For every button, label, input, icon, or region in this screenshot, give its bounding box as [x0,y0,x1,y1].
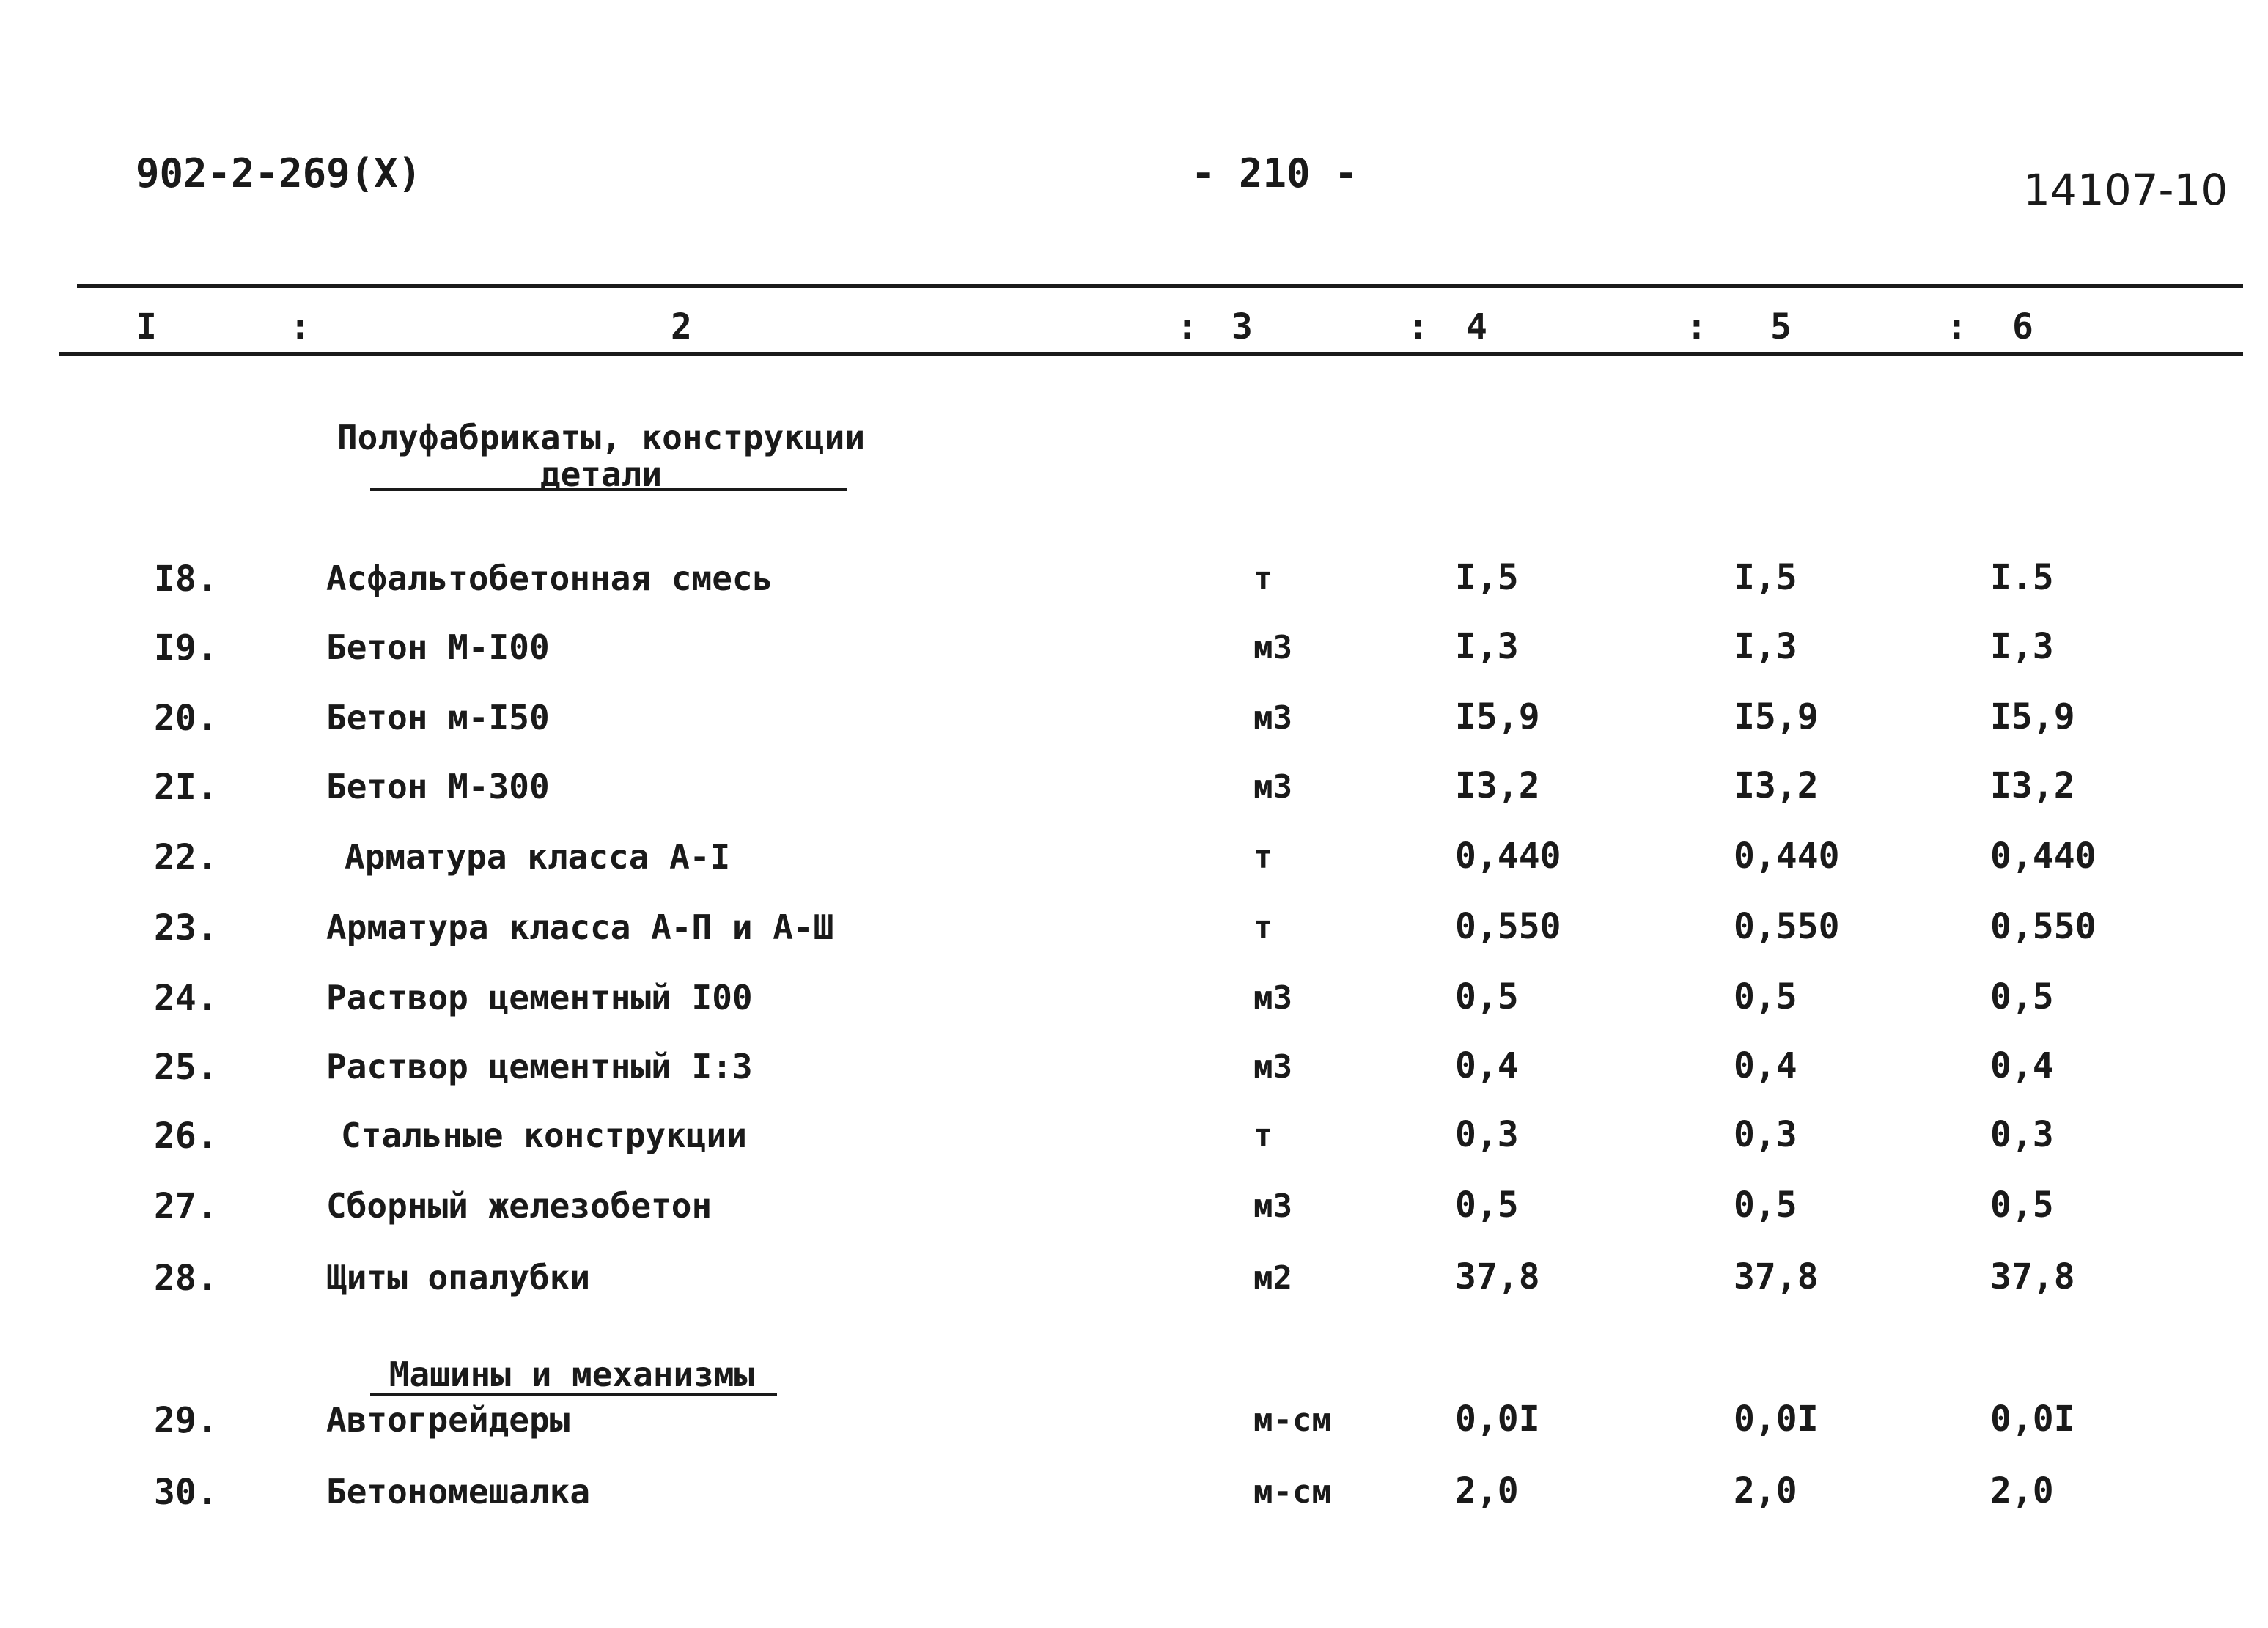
row-unit: м-см [1253,1473,1331,1511]
row-name: Бетон м-I50 [326,698,550,737]
row-unit: м3 [1253,979,1292,1017]
row-value-col4: 0,3 [1455,1114,1519,1155]
row-unit: м2 [1253,1259,1292,1297]
row-value-col6: 0,3 [1990,1114,2054,1155]
column-3-header: 3 [1231,306,1253,347]
row-name: Асфальтобетонная смесь [326,559,773,598]
row-number: 27. [154,1186,218,1227]
row-value-col5: 0,0I [1734,1399,1819,1440]
row-unit: т [1253,560,1273,597]
row-number: 24. [154,978,218,1019]
row-value-col4: 0,550 [1455,906,1561,947]
section-underline [370,488,847,491]
row-value-col5: 0,550 [1734,906,1840,947]
row-number: 26. [154,1116,218,1157]
row-value-col4: 2,0 [1455,1470,1519,1511]
table-header-bottom-rule [59,352,2243,356]
row-number: 23. [154,907,218,949]
row-unit: т [1253,1117,1273,1154]
document-code: 902-2-269(X) [136,150,422,196]
row-value-col6: 37,8 [1990,1256,2075,1297]
row-unit: т [1253,839,1273,876]
row-value-col6: 0,550 [1990,906,2096,947]
row-number: I8. [154,559,218,600]
row-value-col6: 0,4 [1990,1045,2054,1086]
column-separator: : [1686,306,1707,347]
row-name: Сборный железобетон [326,1186,713,1226]
row-name: Бетономешалка [326,1472,591,1511]
column-6-header: 6 [2012,306,2033,347]
row-value-col5: I5,9 [1734,696,1819,737]
row-name: Автогрейдеры [326,1400,570,1440]
row-value-col4: 0,4 [1455,1045,1519,1086]
column-separator: : [1177,306,1198,347]
section-heading-line-1: Полуфабрикаты, конструкции [336,418,866,457]
row-value-col5: I,5 [1734,557,1797,598]
row-name: Арматура класса А-П и А-Ш [326,907,834,947]
row-unit: м3 [1253,1187,1292,1225]
row-value-col6: 0,5 [1990,1185,2054,1226]
sheet-code: 14107-10 [2023,165,2228,215]
row-value-col6: I5,9 [1990,696,2075,737]
row-value-col4: 0,0I [1455,1399,1540,1440]
page-number: - 210 - [1191,150,1358,196]
row-value-col6: I3,2 [1990,765,2075,806]
row-value-col6: I.5 [1990,557,2054,598]
row-value-col4: 0,440 [1455,836,1561,877]
row-value-col4: I5,9 [1455,696,1540,737]
row-value-col6: 0,440 [1990,836,2096,877]
row-number: 29. [154,1400,218,1441]
row-number: I9. [154,627,218,668]
row-name: Бетон М-300 [326,767,550,806]
column-separator: : [290,306,311,347]
row-value-col5: 0,5 [1734,1185,1797,1226]
row-unit: м3 [1253,768,1292,806]
row-value-col4: I,3 [1455,626,1519,667]
row-value-col5: 0,440 [1734,836,1840,877]
row-value-col4: I3,2 [1455,765,1540,806]
section-heading-materials [323,419,880,493]
row-value-col5: I3,2 [1734,765,1819,806]
row-value-col5: 37,8 [1734,1256,1819,1297]
row-name: Раствор цементный I00 [326,978,753,1017]
row-name: Раствор цементный I:3 [326,1047,753,1086]
row-value-col4: 0,5 [1455,1185,1519,1226]
row-number: 30. [154,1472,218,1513]
row-unit: м3 [1253,699,1292,737]
row-value-col4: 37,8 [1455,1256,1540,1297]
column-4-header: 4 [1466,306,1487,347]
row-unit: м3 [1253,1048,1292,1086]
column-separator: : [1946,306,1967,347]
row-number: 2I. [154,767,218,808]
row-unit: м3 [1253,629,1292,666]
row-value-col6: 0,0I [1990,1399,2075,1440]
column-5-header: 5 [1770,306,1792,347]
section-heading-line-2: детали [540,454,663,494]
row-unit: м-см [1253,1402,1331,1439]
row-name: Стальные конструкции [341,1116,747,1155]
row-value-col5: 0,4 [1734,1045,1797,1086]
row-number: 25. [154,1047,218,1088]
row-value-col4: 0,5 [1455,976,1519,1017]
row-number: 22. [154,837,218,878]
section-underline [370,1393,777,1396]
column-separator: : [1407,306,1429,347]
row-unit: т [1253,909,1273,946]
column-1-header: I [136,306,157,347]
table-top-rule [77,284,2243,288]
row-value-col6: I,3 [1990,626,2054,667]
column-2-header: 2 [671,306,692,347]
row-number: 28. [154,1258,218,1299]
row-value-col5: 0,5 [1734,976,1797,1017]
row-value-col6: 2,0 [1990,1470,2054,1511]
row-value-col6: 0,5 [1990,976,2054,1017]
row-value-col5: 0,3 [1734,1114,1797,1155]
row-value-col5: I,3 [1734,626,1797,667]
row-number: 20. [154,698,218,739]
row-name: Щиты опалубки [326,1258,591,1297]
section-heading-machines: Машины и механизмы [389,1355,755,1394]
row-value-col4: I,5 [1455,557,1519,598]
row-name: Бетон М-I00 [326,627,550,667]
row-name: Арматура класса А-I [345,837,731,877]
row-value-col5: 2,0 [1734,1470,1797,1511]
